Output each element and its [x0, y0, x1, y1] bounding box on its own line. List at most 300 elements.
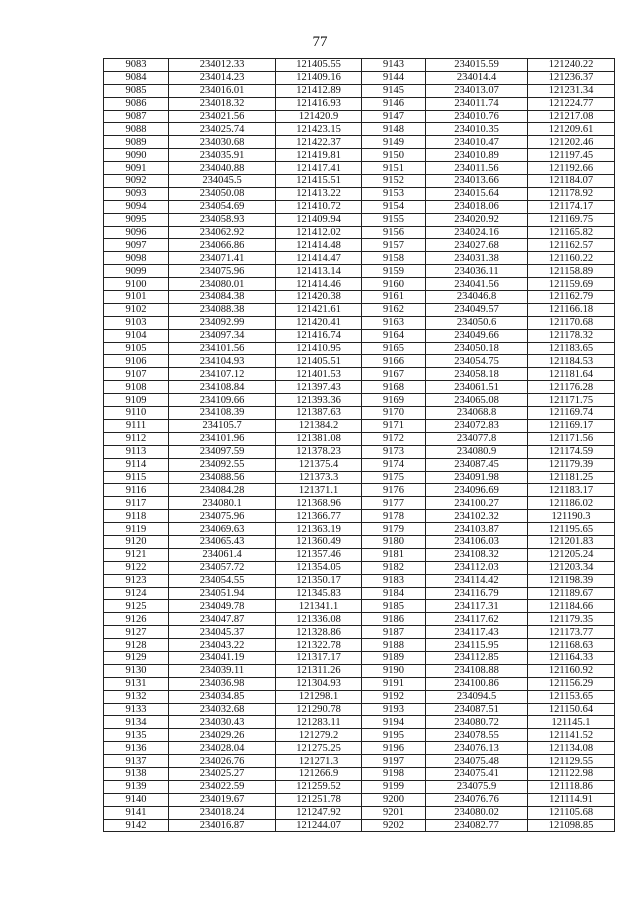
table-row — [104, 394, 615, 407]
page-number: 77 — [312, 34, 328, 50]
y-coord-left-cell: 121393.36 — [276, 394, 362, 407]
x-coord-left-cell: 234084.38 — [169, 291, 276, 304]
point-id-left-cell: 9083 — [104, 59, 169, 72]
y-coord-left-cell: 121368.96 — [276, 497, 362, 510]
point-id-left-cell: 9118 — [104, 510, 169, 523]
point-id-right-cell: 9184 — [362, 587, 426, 600]
table-row — [104, 97, 615, 110]
y-coord-left-cell: 121366.77 — [276, 510, 362, 523]
point-id-left-cell: 9116 — [104, 484, 169, 497]
table-row — [104, 303, 615, 316]
table-row — [104, 510, 615, 523]
y-coord-right-cell: 121134.08 — [528, 742, 615, 755]
point-id-left-cell: 9120 — [104, 535, 169, 548]
y-coord-left-cell: 121412.89 — [276, 84, 362, 97]
x-coord-right-cell: 234041.56 — [426, 278, 528, 291]
x-coord-left-cell: 234097.59 — [169, 445, 276, 458]
table-row — [104, 793, 615, 806]
x-coord-right-cell: 234075.41 — [426, 767, 528, 780]
y-coord-right-cell: 121181.64 — [528, 368, 615, 381]
point-id-right-cell: 9158 — [362, 252, 426, 265]
table-row — [104, 316, 615, 329]
point-id-right-cell: 9150 — [362, 149, 426, 162]
y-coord-left-cell: 121378.23 — [276, 445, 362, 458]
table-row — [104, 136, 615, 149]
point-id-left-cell: 9103 — [104, 316, 169, 329]
table-row — [104, 407, 615, 420]
y-coord-left-cell: 121371.1 — [276, 484, 362, 497]
point-id-right-cell: 9157 — [362, 239, 426, 252]
y-coord-left-cell: 121414.47 — [276, 252, 362, 265]
x-coord-left-cell: 234065.43 — [169, 535, 276, 548]
y-coord-left-cell: 121416.93 — [276, 97, 362, 110]
table-row — [104, 110, 615, 123]
point-id-left-cell: 9107 — [104, 368, 169, 381]
point-id-right-cell: 9173 — [362, 445, 426, 458]
y-coord-right-cell: 121105.68 — [528, 806, 615, 819]
table-row — [104, 265, 615, 278]
y-coord-left-cell: 121381.08 — [276, 432, 362, 445]
x-coord-right-cell: 234061.51 — [426, 381, 528, 394]
x-coord-right-cell: 234087.51 — [426, 703, 528, 716]
y-coord-left-cell: 121415.51 — [276, 175, 362, 188]
table-row — [104, 187, 615, 200]
table-row — [104, 123, 615, 136]
point-id-right-cell: 9171 — [362, 419, 426, 432]
point-id-right-cell: 9195 — [362, 729, 426, 742]
x-coord-left-cell: 234019.67 — [169, 793, 276, 806]
y-coord-left-cell: 121363.19 — [276, 523, 362, 536]
x-coord-left-cell: 234109.66 — [169, 394, 276, 407]
x-coord-left-cell: 234029.26 — [169, 729, 276, 742]
table-row — [104, 561, 615, 574]
point-id-right-cell: 9199 — [362, 780, 426, 793]
x-coord-right-cell: 234117.62 — [426, 613, 528, 626]
x-coord-right-cell: 234112.03 — [426, 561, 528, 574]
x-coord-right-cell: 234024.16 — [426, 226, 528, 239]
y-coord-left-cell: 121283.11 — [276, 716, 362, 729]
x-coord-left-cell: 234069.63 — [169, 523, 276, 536]
point-id-left-cell: 9135 — [104, 729, 169, 742]
y-coord-left-cell: 121405.51 — [276, 355, 362, 368]
table-row — [104, 600, 615, 613]
x-coord-left-cell: 234058.93 — [169, 213, 276, 226]
x-coord-left-cell: 234066.86 — [169, 239, 276, 252]
y-coord-right-cell: 121184.53 — [528, 355, 615, 368]
x-coord-right-cell: 234112.85 — [426, 651, 528, 664]
x-coord-left-cell: 234108.84 — [169, 381, 276, 394]
y-coord-left-cell: 121328.86 — [276, 626, 362, 639]
x-coord-right-cell: 234116.79 — [426, 587, 528, 600]
y-coord-right-cell: 121118.86 — [528, 780, 615, 793]
point-id-left-cell: 9099 — [104, 265, 169, 278]
y-coord-left-cell: 121317.17 — [276, 651, 362, 664]
y-coord-left-cell: 121354.05 — [276, 561, 362, 574]
point-id-right-cell: 9147 — [362, 110, 426, 123]
point-id-right-cell: 9175 — [362, 471, 426, 484]
point-id-left-cell: 9106 — [104, 355, 169, 368]
y-coord-left-cell: 121384.2 — [276, 419, 362, 432]
table-row — [104, 342, 615, 355]
y-coord-right-cell: 121169.74 — [528, 407, 615, 420]
point-id-left-cell: 9095 — [104, 213, 169, 226]
point-id-left-cell: 9125 — [104, 600, 169, 613]
y-coord-right-cell: 121231.34 — [528, 84, 615, 97]
point-id-right-cell: 9167 — [362, 368, 426, 381]
point-id-left-cell: 9087 — [104, 110, 169, 123]
y-coord-left-cell: 121251.78 — [276, 793, 362, 806]
table-row — [104, 716, 615, 729]
point-id-right-cell: 9185 — [362, 600, 426, 613]
x-coord-left-cell: 234080.01 — [169, 278, 276, 291]
y-coord-left-cell: 121244.07 — [276, 819, 362, 832]
point-id-right-cell: 9166 — [362, 355, 426, 368]
x-coord-left-cell: 234061.4 — [169, 548, 276, 561]
x-coord-right-cell: 234108.32 — [426, 548, 528, 561]
y-coord-right-cell: 121153.65 — [528, 690, 615, 703]
x-coord-left-cell: 234075.96 — [169, 510, 276, 523]
y-coord-right-cell: 121205.24 — [528, 548, 615, 561]
y-coord-left-cell: 121405.55 — [276, 59, 362, 72]
coordinates-table — [103, 58, 615, 832]
point-id-right-cell: 9156 — [362, 226, 426, 239]
table-row — [104, 574, 615, 587]
y-coord-right-cell: 121178.32 — [528, 329, 615, 342]
x-coord-right-cell: 234013.07 — [426, 84, 528, 97]
point-id-left-cell: 9108 — [104, 381, 169, 394]
point-id-right-cell: 9179 — [362, 523, 426, 536]
table-row — [104, 355, 615, 368]
point-id-right-cell: 9160 — [362, 278, 426, 291]
y-coord-left-cell: 121357.46 — [276, 548, 362, 561]
point-id-left-cell: 9117 — [104, 497, 169, 510]
point-id-right-cell: 9169 — [362, 394, 426, 407]
point-id-right-cell: 9196 — [362, 742, 426, 755]
x-coord-left-cell: 234088.38 — [169, 303, 276, 316]
x-coord-right-cell: 234015.64 — [426, 187, 528, 200]
table-row — [104, 497, 615, 510]
x-coord-left-cell: 234040.88 — [169, 162, 276, 175]
x-coord-right-cell: 234050.6 — [426, 316, 528, 329]
x-coord-right-cell: 234108.88 — [426, 664, 528, 677]
x-coord-right-cell: 234065.08 — [426, 394, 528, 407]
point-id-left-cell: 9138 — [104, 767, 169, 780]
y-coord-left-cell: 121373.3 — [276, 471, 362, 484]
table-row — [104, 226, 615, 239]
point-id-left-cell: 9131 — [104, 677, 169, 690]
y-coord-right-cell: 121162.57 — [528, 239, 615, 252]
point-id-right-cell: 9153 — [362, 187, 426, 200]
x-coord-right-cell: 234010.35 — [426, 123, 528, 136]
point-id-left-cell: 9094 — [104, 200, 169, 213]
y-coord-left-cell: 121416.74 — [276, 329, 362, 342]
x-coord-left-cell: 234028.04 — [169, 742, 276, 755]
x-coord-right-cell: 234027.68 — [426, 239, 528, 252]
point-id-right-cell: 9163 — [362, 316, 426, 329]
x-coord-left-cell: 234039.11 — [169, 664, 276, 677]
y-coord-right-cell: 121197.45 — [528, 149, 615, 162]
point-id-right-cell: 9202 — [362, 819, 426, 832]
point-id-right-cell: 9193 — [362, 703, 426, 716]
x-coord-right-cell: 234036.11 — [426, 265, 528, 278]
point-id-left-cell: 9111 — [104, 419, 169, 432]
y-coord-left-cell: 121410.95 — [276, 342, 362, 355]
y-coord-right-cell: 121174.59 — [528, 445, 615, 458]
table-row — [104, 523, 615, 536]
x-coord-right-cell: 234100.27 — [426, 497, 528, 510]
table-row — [104, 278, 615, 291]
point-id-left-cell: 9092 — [104, 175, 169, 188]
x-coord-right-cell: 234091.98 — [426, 471, 528, 484]
x-coord-left-cell: 234022.59 — [169, 780, 276, 793]
point-id-right-cell: 9186 — [362, 613, 426, 626]
point-id-left-cell: 9089 — [104, 136, 169, 149]
x-coord-right-cell: 234018.06 — [426, 200, 528, 213]
x-coord-left-cell: 234016.87 — [169, 819, 276, 832]
x-coord-right-cell: 234077.8 — [426, 432, 528, 445]
table-row — [104, 368, 615, 381]
y-coord-right-cell: 121192.66 — [528, 162, 615, 175]
y-coord-left-cell: 121387.63 — [276, 407, 362, 420]
table-row — [104, 381, 615, 394]
y-coord-right-cell: 121171.56 — [528, 432, 615, 445]
x-coord-right-cell: 234082.77 — [426, 819, 528, 832]
table-row — [104, 651, 615, 664]
y-coord-left-cell: 121422.37 — [276, 136, 362, 149]
x-coord-left-cell: 234097.34 — [169, 329, 276, 342]
y-coord-left-cell: 121279.2 — [276, 729, 362, 742]
y-coord-right-cell: 121166.18 — [528, 303, 615, 316]
point-id-left-cell: 9101 — [104, 291, 169, 304]
table-row — [104, 432, 615, 445]
point-id-right-cell: 9189 — [362, 651, 426, 664]
x-coord-left-cell: 234101.56 — [169, 342, 276, 355]
y-coord-left-cell: 121266.9 — [276, 767, 362, 780]
y-coord-right-cell: 121160.22 — [528, 252, 615, 265]
x-coord-right-cell: 234054.75 — [426, 355, 528, 368]
y-coord-right-cell: 121174.17 — [528, 200, 615, 213]
x-coord-left-cell: 234045.37 — [169, 626, 276, 639]
x-coord-left-cell: 234034.85 — [169, 690, 276, 703]
y-coord-right-cell: 121190.3 — [528, 510, 615, 523]
y-coord-right-cell: 121195.65 — [528, 523, 615, 536]
y-coord-right-cell: 121158.89 — [528, 265, 615, 278]
x-coord-right-cell: 234076.76 — [426, 793, 528, 806]
x-coord-right-cell: 234015.59 — [426, 59, 528, 72]
y-coord-right-cell: 121184.07 — [528, 175, 615, 188]
table-row — [104, 162, 615, 175]
x-coord-left-cell: 234026.76 — [169, 755, 276, 768]
point-id-right-cell: 9183 — [362, 574, 426, 587]
table-row — [104, 729, 615, 742]
table-row — [104, 819, 615, 832]
y-coord-right-cell: 121184.66 — [528, 600, 615, 613]
y-coord-left-cell: 121417.41 — [276, 162, 362, 175]
table-row — [104, 239, 615, 252]
y-coord-right-cell: 121236.37 — [528, 71, 615, 84]
x-coord-right-cell: 234106.03 — [426, 535, 528, 548]
y-coord-right-cell: 121114.91 — [528, 793, 615, 806]
y-coord-right-cell: 121183.65 — [528, 342, 615, 355]
point-id-right-cell: 9146 — [362, 97, 426, 110]
x-coord-left-cell: 234016.01 — [169, 84, 276, 97]
table-row — [104, 329, 615, 342]
x-coord-left-cell: 234030.68 — [169, 136, 276, 149]
point-id-right-cell: 9194 — [362, 716, 426, 729]
x-coord-left-cell: 234050.08 — [169, 187, 276, 200]
y-coord-left-cell: 121336.08 — [276, 613, 362, 626]
x-coord-right-cell: 234011.74 — [426, 97, 528, 110]
x-coord-left-cell: 234043.22 — [169, 639, 276, 652]
y-coord-left-cell: 121420.38 — [276, 291, 362, 304]
y-coord-right-cell: 121171.75 — [528, 394, 615, 407]
x-coord-left-cell: 234018.32 — [169, 97, 276, 110]
y-coord-right-cell: 121240.22 — [528, 59, 615, 72]
point-id-left-cell: 9122 — [104, 561, 169, 574]
y-coord-left-cell: 121397.43 — [276, 381, 362, 394]
y-coord-left-cell: 121410.72 — [276, 200, 362, 213]
table-row — [104, 458, 615, 471]
table-row — [104, 291, 615, 304]
table-row — [104, 84, 615, 97]
y-coord-left-cell: 121275.25 — [276, 742, 362, 755]
x-coord-right-cell: 234117.43 — [426, 626, 528, 639]
y-coord-right-cell: 121156.29 — [528, 677, 615, 690]
table-row — [104, 613, 615, 626]
point-id-right-cell: 9143 — [362, 59, 426, 72]
y-coord-left-cell: 121322.78 — [276, 639, 362, 652]
x-coord-right-cell: 234013.66 — [426, 175, 528, 188]
table-row — [104, 626, 615, 639]
table-row — [104, 767, 615, 780]
x-coord-left-cell: 234032.68 — [169, 703, 276, 716]
point-id-right-cell: 9176 — [362, 484, 426, 497]
point-id-right-cell: 9192 — [362, 690, 426, 703]
x-coord-right-cell: 234100.86 — [426, 677, 528, 690]
point-id-left-cell: 9088 — [104, 123, 169, 136]
point-id-left-cell: 9093 — [104, 187, 169, 200]
y-coord-right-cell: 121162.79 — [528, 291, 615, 304]
table-row — [104, 445, 615, 458]
x-coord-right-cell: 234050.18 — [426, 342, 528, 355]
point-id-right-cell: 9188 — [362, 639, 426, 652]
x-coord-right-cell: 234076.13 — [426, 742, 528, 755]
y-coord-right-cell: 121224.77 — [528, 97, 615, 110]
y-coord-left-cell: 121401.53 — [276, 368, 362, 381]
y-coord-left-cell: 121350.17 — [276, 574, 362, 587]
point-id-left-cell: 9097 — [104, 239, 169, 252]
x-coord-left-cell: 234108.39 — [169, 407, 276, 420]
point-id-right-cell: 9151 — [362, 162, 426, 175]
x-coord-left-cell: 234105.7 — [169, 419, 276, 432]
x-coord-right-cell: 234058.18 — [426, 368, 528, 381]
y-coord-right-cell: 121202.46 — [528, 136, 615, 149]
x-coord-right-cell: 234072.83 — [426, 419, 528, 432]
x-coord-left-cell: 234104.93 — [169, 355, 276, 368]
table-row — [104, 484, 615, 497]
y-coord-right-cell: 121217.08 — [528, 110, 615, 123]
x-coord-left-cell: 234041.19 — [169, 651, 276, 664]
point-id-right-cell: 9180 — [362, 535, 426, 548]
y-coord-right-cell: 121179.35 — [528, 613, 615, 626]
y-coord-left-cell: 121421.61 — [276, 303, 362, 316]
x-coord-left-cell: 234036.98 — [169, 677, 276, 690]
x-coord-left-cell: 234030.43 — [169, 716, 276, 729]
point-id-left-cell: 9133 — [104, 703, 169, 716]
x-coord-left-cell: 234035.91 — [169, 149, 276, 162]
y-coord-right-cell: 121176.28 — [528, 381, 615, 394]
y-coord-right-cell: 121183.17 — [528, 484, 615, 497]
point-id-left-cell: 9130 — [104, 664, 169, 677]
y-coord-right-cell: 121160.92 — [528, 664, 615, 677]
x-coord-left-cell: 234107.12 — [169, 368, 276, 381]
x-coord-right-cell: 234011.56 — [426, 162, 528, 175]
x-coord-left-cell: 234051.94 — [169, 587, 276, 600]
x-coord-left-cell: 234047.87 — [169, 613, 276, 626]
y-coord-right-cell: 121165.82 — [528, 226, 615, 239]
y-coord-left-cell: 121311.26 — [276, 664, 362, 677]
point-id-left-cell: 9141 — [104, 806, 169, 819]
x-coord-left-cell: 234092.55 — [169, 458, 276, 471]
point-id-left-cell: 9136 — [104, 742, 169, 755]
table-row — [104, 471, 615, 484]
x-coord-left-cell: 234088.56 — [169, 471, 276, 484]
x-coord-left-cell: 234049.78 — [169, 600, 276, 613]
point-id-right-cell: 9162 — [362, 303, 426, 316]
y-coord-left-cell: 121413.14 — [276, 265, 362, 278]
y-coord-right-cell: 121164.33 — [528, 651, 615, 664]
point-id-right-cell: 9191 — [362, 677, 426, 690]
point-id-right-cell: 9168 — [362, 381, 426, 394]
y-coord-right-cell: 121201.83 — [528, 535, 615, 548]
table-row — [104, 71, 615, 84]
x-coord-right-cell: 234068.8 — [426, 407, 528, 420]
x-coord-right-cell: 234103.87 — [426, 523, 528, 536]
point-id-right-cell: 9181 — [362, 548, 426, 561]
x-coord-left-cell: 234062.92 — [169, 226, 276, 239]
point-id-right-cell: 9178 — [362, 510, 426, 523]
y-coord-left-cell: 121375.4 — [276, 458, 362, 471]
x-coord-right-cell: 234102.32 — [426, 510, 528, 523]
x-coord-right-cell: 234075.48 — [426, 755, 528, 768]
x-coord-right-cell: 234014.4 — [426, 71, 528, 84]
y-coord-right-cell: 121179.39 — [528, 458, 615, 471]
x-coord-left-cell: 234080.1 — [169, 497, 276, 510]
y-coord-left-cell: 121423.15 — [276, 123, 362, 136]
y-coord-left-cell: 121413.22 — [276, 187, 362, 200]
point-id-left-cell: 9084 — [104, 71, 169, 84]
point-id-right-cell: 9165 — [362, 342, 426, 355]
y-coord-right-cell: 121169.17 — [528, 419, 615, 432]
y-coord-left-cell: 121247.92 — [276, 806, 362, 819]
y-coord-right-cell: 121145.1 — [528, 716, 615, 729]
point-id-right-cell: 9174 — [362, 458, 426, 471]
table-row — [104, 213, 615, 226]
y-coord-left-cell: 121259.52 — [276, 780, 362, 793]
x-coord-right-cell: 234010.47 — [426, 136, 528, 149]
table-row — [104, 677, 615, 690]
point-id-left-cell: 9126 — [104, 613, 169, 626]
table-row — [104, 703, 615, 716]
x-coord-right-cell: 234049.66 — [426, 329, 528, 342]
x-coord-right-cell: 234096.69 — [426, 484, 528, 497]
point-id-left-cell: 9105 — [104, 342, 169, 355]
table-row — [104, 664, 615, 677]
y-coord-right-cell: 121189.67 — [528, 587, 615, 600]
y-coord-right-cell: 121169.75 — [528, 213, 615, 226]
table-row — [104, 755, 615, 768]
point-id-right-cell: 9198 — [362, 767, 426, 780]
